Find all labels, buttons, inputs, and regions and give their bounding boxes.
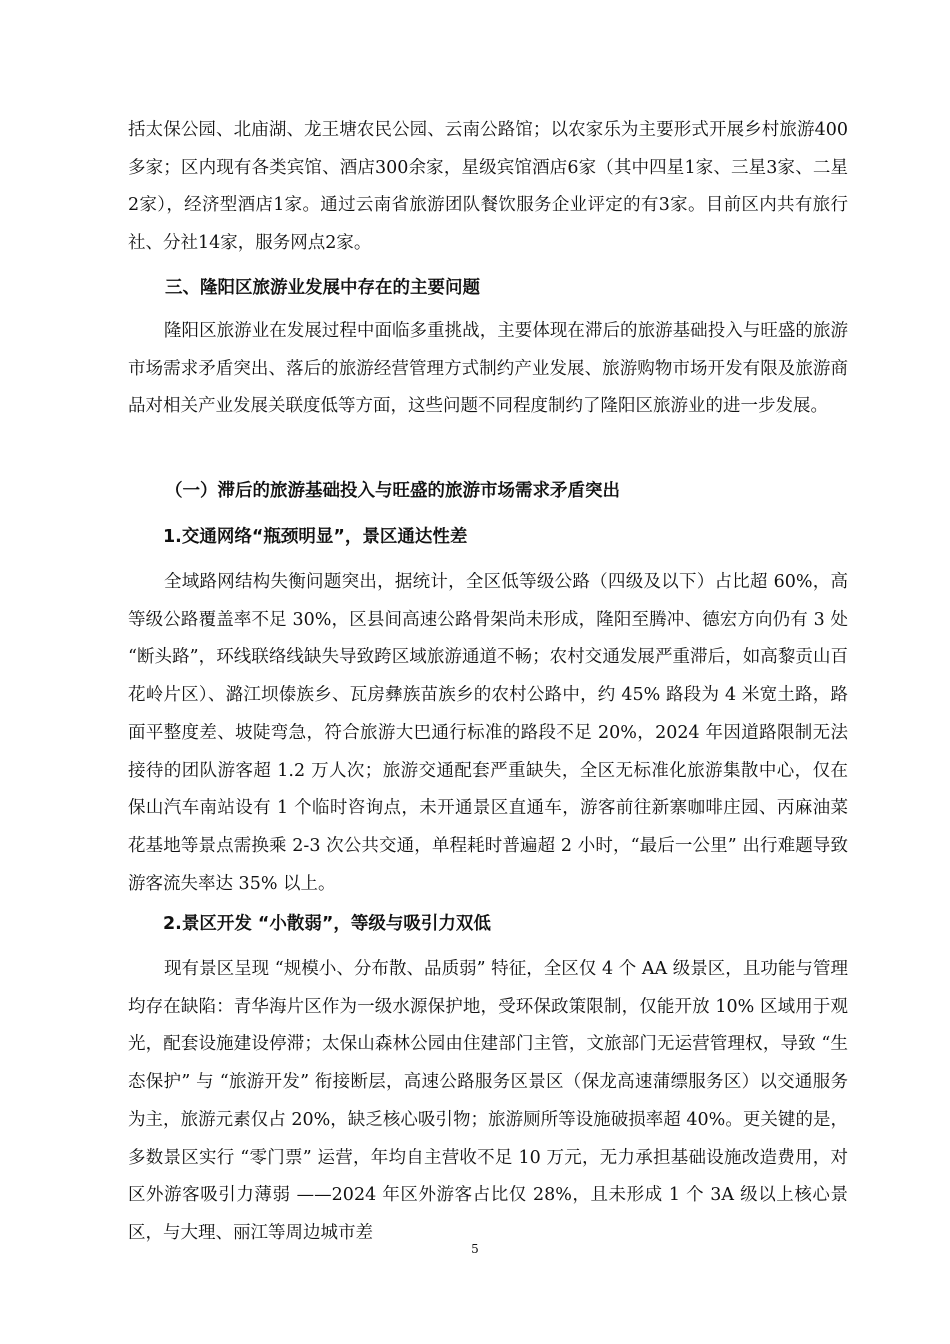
paragraph-tourism-facilities: 括太保公园、北庙湖、龙王塘农民公园、云南公路馆；以农家乐为主要形式开展乡村旅游400多家；区内现有各类宾馆、酒店300余家，星级宾馆酒店6家（其中四星1家、三星3家、二星2家），经济型酒店1家。通过云南省旅游团队餐饮服务企业评定的有3家。目前区内共有旅行社、分社14家，服务网点2家。 (128, 120, 848, 254)
section-heading-main-problems: 三、隆阳区旅游业发展中存在的主要问题 (165, 278, 480, 298)
subsection-heading-investment-vs-demand: （一）滞后的旅游基础投入与旺盛的旅游市场需求矛盾突出 (165, 481, 620, 501)
item-heading-scenic-development: 2.景区开发 “小散弱”，等级与吸引力双低 (163, 914, 491, 934)
item-heading-traffic-network: 1.交通网络“瓶颈明显”，景区通达性差 (163, 527, 468, 547)
paragraph-traffic-network: 全域路网结构失衡问题突出，据统计，全区低等级公路（四级及以下）占比超 60%，高等级公路覆盖率不足 30%，区县间高速公路骨架尚未形成，隆阳至腾冲、德宏方向仍有 3 处 “断头路”，环线联络线缺失导致跨区域旅游通道不畅；农村交通发展严重滞后，如高黎贡山百花岭片区）、潞江坝傣族乡、瓦房彝族苗族乡的农村公路中，约 45% 路段为 4 米宽土路，路面平整度差、坡陡弯急，符合旅游大巴通行标准的路段不足 20%，2024 年因道路限制无法接待的团队游客超 1.2 万人次；旅游交通配套严重缺失，全区无标准化旅游集散中心，仅在保山汽车南站设有 1 个临时咨询点，未开通景区直通车，游客前往新寨咖啡庄园、丙麻油菜花基地等景点需换乘 2-3 次公共交通，单程耗时普遍超 2 小时，“最后一公里” 出行难题导致游客流失率达 35% 以上。 (128, 572, 848, 894)
page-number: 5 (471, 1242, 479, 1256)
paragraph-scenic-development: 现有景区呈现 “规模小、分布散、品质弱” 特征，全区仅 4 个 AA 级景区，且功能与管理均存在缺陷：青华海片区作为一级水源保护地，受环保政策限制，仅能开放 10% 区域用于观光，配套设施建设停滞；太保山森林公园由住建部门主管，文旅部门无运营管理权，导致 “生态保护” 与 “旅游开发” 衔接断层，高速公路服务区景区（保龙高速蒲缥服务区）以交通服务为主，旅游元素仅占 20%，缺乏核心吸引物；旅游厕所等设施破损率超 40%。更关键的是，多数景区实行 “零门票” 运营，年均自主营收不足 10 万元，无力承担基础设施改造费用，对区外游客吸引力薄弱 ——2024 年区外游客占比仅 28%，且未形成 1 个 3A 级以上核心景区，与大理、丽江等周边城市差 (128, 959, 848, 1243)
paragraph-challenges-overview: 隆阳区旅游业在发展过程中面临多重挑战，主要体现在滞后的旅游基础投入与旺盛的旅游市场需求矛盾突出、落后的旅游经营管理方式制约产业发展、旅游购物市场开发有限及旅游商品对相关产业发展关联度低等方面，这些问题不同程度制约了隆阳区旅游业的进一步发展。 (128, 321, 848, 417)
